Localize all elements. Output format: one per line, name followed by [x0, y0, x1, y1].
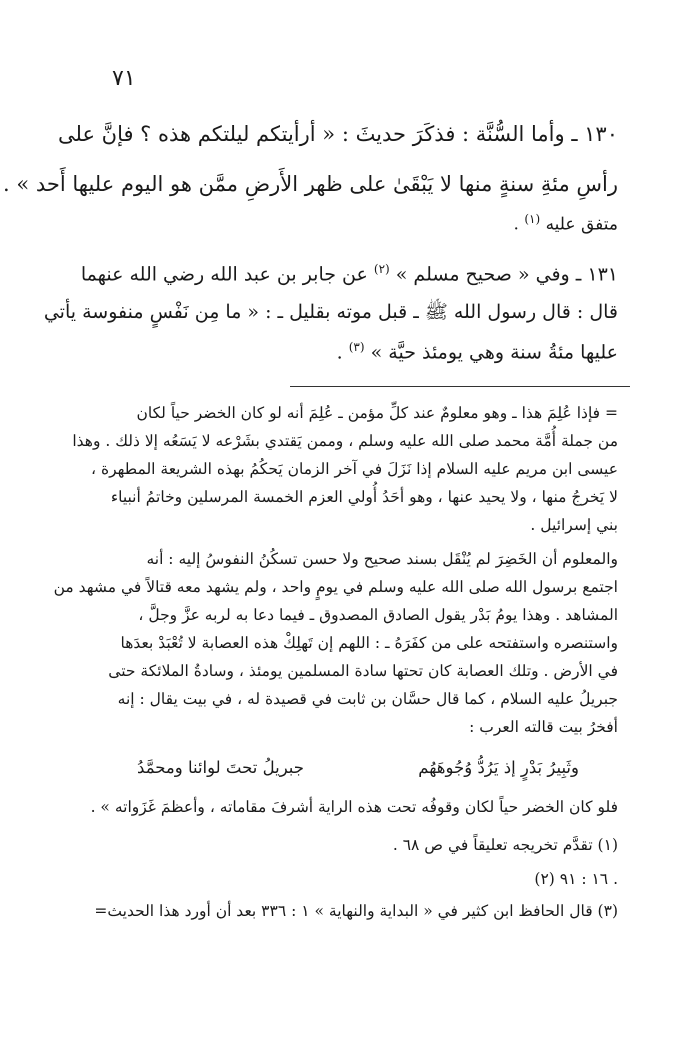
paragraph-131-line-3	[58, 340, 618, 363]
note-line-5: بني إسرائيل .	[530, 516, 618, 534]
verse-second-hemistich: جبريلُ تحتَ لوائنا ومحمَّدُ	[137, 758, 304, 777]
page-number: ٧١	[112, 66, 136, 91]
note-line-11: جبريلُ عليه السلام ، كما قال حسَّان بن ثابت في قصيدة له ، في بيت يقال : إنه	[117, 690, 618, 708]
paragraph-131-hadith-end: عليها مئةُ سنة وهي يومئذ حيَّة »	[370, 341, 618, 364]
paragraph-131-line-1	[58, 262, 618, 285]
verse-first-hemistich: وثَبِيرُ بَدْرٍ إذ يَرُدُّ وُجُوهَهُم	[418, 758, 579, 777]
paragraph-131-line-2: قال : قال رسول الله ﷺ ـ قبل موته بقليل ـ : « ما مِن نَفْسٍ منفوسة يأتي	[43, 301, 618, 323]
note-line-10: في الأرض . وتلك العصابة كان تحتها سادة المسلمين يومئذ ، وسادةُ الملائكة حتى	[108, 662, 618, 680]
note-line-6: والمعلوم أن الخَضِرَ لم يُنْقَل بسند صحيح ولا حسن تسكُنُ النفوسُ إليه : أنه	[146, 550, 618, 568]
paragraph-130-line-3	[58, 212, 618, 235]
footnote-ref-3: (٣)	[348, 340, 365, 354]
note-line-7: اجتمع برسول الله صلى الله عليه وسلم في يومٍ واحد ، ولم يشهد معه قتالاً في مشهد من	[53, 578, 618, 596]
footnote-ref-1: (١)	[524, 212, 541, 226]
paragraph-130-closing-text: متفق عليه	[545, 214, 618, 235]
note-line-13: فلو كان الخضر حياً لكان وقوفُه تحت هذه الراية أشرفَ مقاماته ، وأعظمَ غَزَواته » .	[90, 798, 618, 816]
footnote-3: (٣) قال الحافظ ابن كثير في « البداية والنهاية » ١ : ٣٣٦ بعد أن أورد هذا الحديث=	[94, 902, 618, 920]
note-line-3: عيسى ابن مريم عليه السلام إذا نَزَلَ في آخر الزمان يَحكُمُ بهذه الشريعة المطهرة ،	[91, 460, 618, 478]
notes-divider	[290, 386, 630, 387]
footnote-1: (١) تقدَّم تخريجه تعليقاً في ص ٦٨ .	[392, 836, 618, 854]
paragraph-130-line-1: ١٣٠ ـ وأما السُّنَّة : فذكَرَ حديثَ : « أرأيتكم ليلتكم هذه ؟ فإنَّ على	[57, 122, 618, 146]
paragraph-131-source: ١٣١ ـ وفي « صحيح مسلم »	[395, 263, 618, 286]
note-line-4: لا يَخرجُ منها ، ولا يحيد عنها ، وهو أحَدُ أُولي العزم الخمسة المرسلين وخاتمُ أنبياء	[110, 488, 618, 506]
paragraph-131-narrator: عن جابر بن عبد الله رضي الله عنهما	[80, 263, 368, 286]
note-line-1: = فإذا عُلِمَ هذا ـ وهو معلومٌ عند كلِّ مؤمن ـ عُلِمَ أنه لو كان الخضر حياً لكان	[136, 404, 618, 422]
paragraph-130-line-2: رأسِ مئةِ سنةٍ منها لا يَبْقَىٰ على ظهر الأَرضِ ممَّن هو اليوم عليها أَحد » .	[2, 172, 618, 196]
note-line-2: من جملة أُمَّة محمد صلى الله عليه وسلم ، وممن يَقتدي بشَرْعه لا يَسَعُه إلا ذلك . وهذا	[72, 432, 618, 450]
note-line-12: أفخرُ بيت قالته العرب :	[469, 718, 618, 736]
footnote-2: (٢) ١٦ : ٩١ .	[534, 870, 618, 888]
paragraph-131-period: .	[336, 341, 343, 364]
footnote-ref-2: (٢)	[373, 262, 390, 276]
paragraph-130-period: .	[513, 214, 519, 235]
note-line-8: المشاهد . وهذا يومُ بَدْر يقول الصادق المصدوق ـ فيما دعا به لربه عزَّ وجلَّ ،	[138, 606, 618, 624]
note-line-9: واستنصره واستفتحه على من كفَرَهُ ـ : اللهم إن تَهلِكْ هذه العصابة لا تُعْبَدْ بعدَها	[120, 634, 618, 652]
